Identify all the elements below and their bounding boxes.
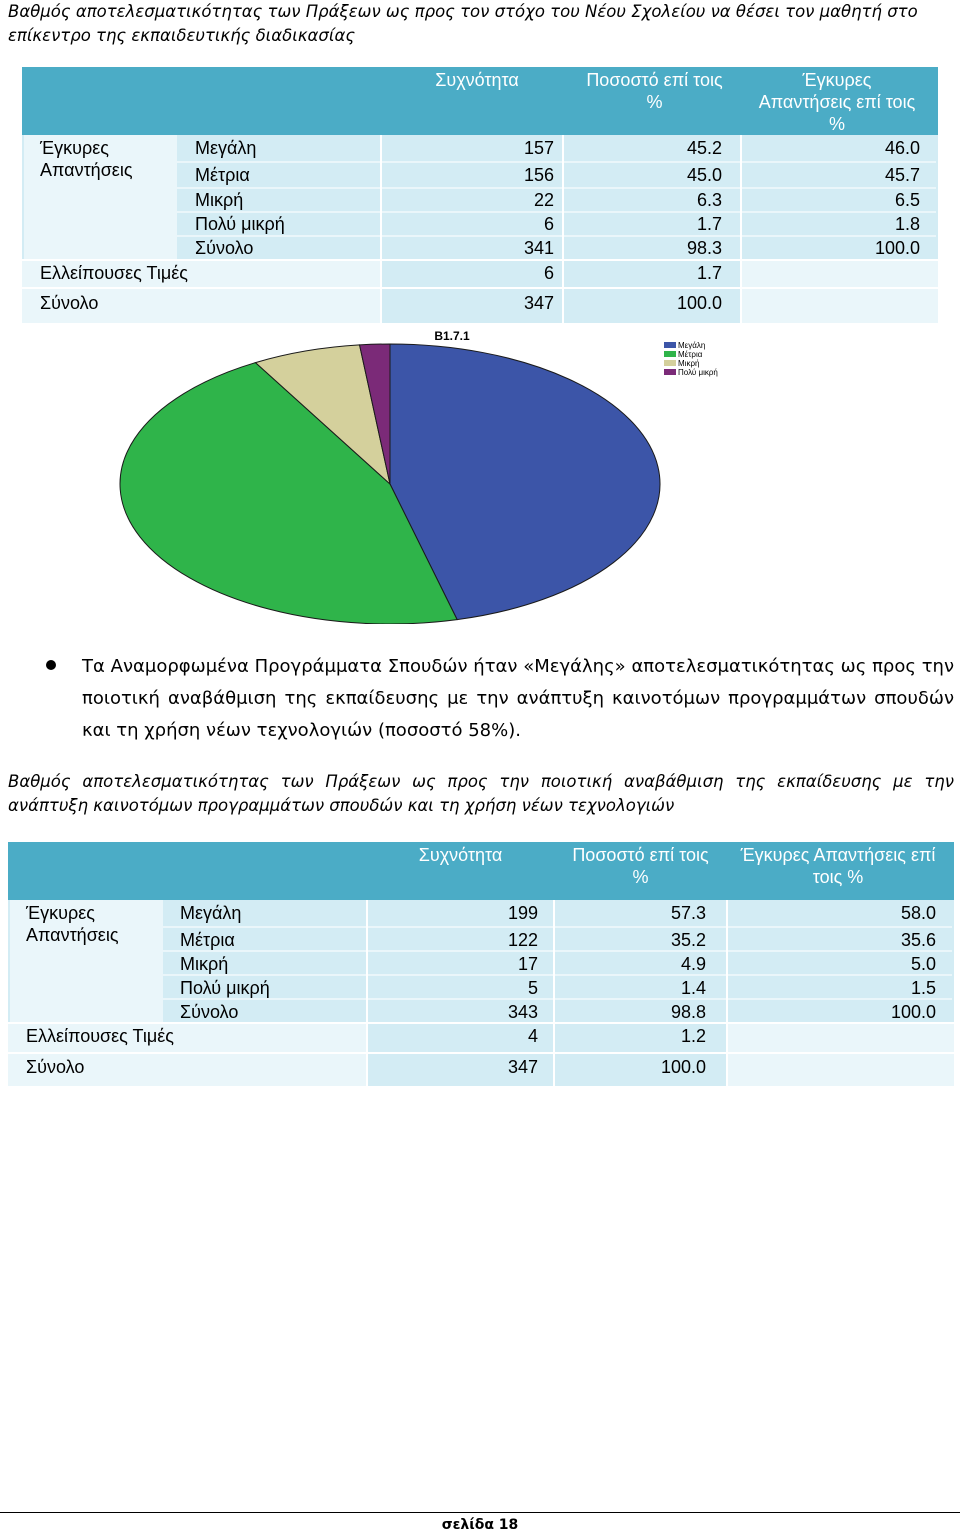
pie-chart: [80, 324, 780, 624]
row-freq-small: 22: [533, 190, 554, 210]
row-label-total: Σύνολο: [40, 293, 99, 313]
group-label: Έγκυρες Απαντήσεις: [40, 138, 133, 180]
row-freq-small: 17: [517, 954, 538, 974]
row-valid-large: 58.0: [900, 903, 936, 923]
row-valid-small: 5.0: [910, 954, 936, 974]
row-valid-very-small: 1.8: [894, 214, 920, 234]
row-label-very-small: Πολύ μικρή: [180, 978, 270, 998]
row-label-large: Μεγάλη: [180, 903, 242, 923]
header-valid-percent: Έγκυρες Απαντήσεις επί τοις %: [758, 70, 916, 134]
row-pct-subtotal: 98.8: [670, 1002, 706, 1022]
row-freq-medium: 122: [507, 930, 538, 950]
legend-swatch-2: [664, 351, 676, 357]
table1-heading: Βαθμός αποτελεσματικότητας των Πράξεων ως προς τον στόχο του Νέου Σχολείου να θέσει τον μαθητή στο επίκεντρο της εκπαιδευτικής διαδικασίας: [8, 2, 918, 45]
row-pct-subtotal: 98.3: [686, 238, 722, 258]
row-freq-missing: 6: [543, 263, 554, 283]
row-pct-missing: 1.7: [696, 263, 722, 283]
row-label-missing: Ελλείπουσες Τιμές: [26, 1026, 174, 1046]
bullet-paragraph: Τα Αναμορφωμένα Προγράμματα Σπουδών ήταν «Μεγάλης» αποτελεσματικότητας ως προς την ποιοτική αναβάθμιση της εκπαίδευσης με την ανάπτυξη καινοτόμων προγραμμάτων σπουδών και τη χρήση νέων τεχνολογιών (ποσοστό 58%).: [82, 656, 954, 741]
row-freq-large: 157: [523, 138, 554, 158]
chart-title: B1.7.1: [434, 329, 470, 343]
row-valid-medium: 45.7: [884, 165, 920, 185]
row-pct-very-small: 1.4: [680, 978, 706, 998]
row-pct-total: 100.0: [660, 1057, 706, 1077]
row-pct-small: 6.3: [696, 190, 722, 210]
legend-label-2: Μέτρια: [678, 350, 703, 359]
legend-label-3: Μικρή: [678, 359, 700, 368]
row-freq-missing: 4: [527, 1026, 538, 1046]
header-percent: Ποσοστό επί τοις %: [572, 845, 709, 887]
row-label-subtotal: Σύνολο: [180, 1002, 239, 1022]
row-valid-small: 6.5: [894, 190, 920, 210]
row-label-small: Μικρή: [195, 190, 244, 210]
row-valid-subtotal: 100.0: [890, 1002, 936, 1022]
row-pct-small: 4.9: [680, 954, 706, 974]
row-freq-very-small: 6: [543, 214, 554, 234]
row-freq-total: 347: [523, 293, 554, 313]
row-label-very-small: Πολύ μικρή: [195, 214, 285, 234]
row-valid-medium: 35.6: [900, 930, 936, 950]
row-pct-medium: 35.2: [670, 930, 706, 950]
legend-label-1: Μεγάλη: [678, 341, 706, 350]
row-pct-large: 45.2: [686, 138, 722, 158]
row-label-total: Σύνολο: [26, 1057, 85, 1077]
row-freq-total: 347: [507, 1057, 538, 1077]
bullet-icon: [46, 660, 56, 670]
row-pct-very-small: 1.7: [696, 214, 722, 234]
footer-divider: [0, 1512, 960, 1513]
header-frequency: Συχνότητα: [435, 70, 519, 90]
row-label-medium: Μέτρια: [180, 930, 235, 950]
row-freq-subtotal: 341: [523, 238, 554, 258]
effectiveness-table-2: [8, 842, 954, 1086]
header-frequency: Συχνότητα: [418, 845, 503, 865]
row-label-subtotal: Σύνολο: [195, 238, 254, 258]
row-valid-subtotal: 100.0: [874, 238, 920, 258]
legend-label-4: Πολύ μικρή: [678, 368, 718, 377]
row-freq-very-small: 5: [527, 978, 538, 998]
row-pct-medium: 45.0: [686, 165, 722, 185]
header-valid-percent: Έγκυρες Απαντήσεις επί τοις %: [740, 845, 936, 887]
row-pct-missing: 1.2: [680, 1026, 706, 1046]
row-pct-large: 57.3: [670, 903, 706, 923]
row-freq-subtotal: 343: [507, 1002, 538, 1022]
row-freq-medium: 156: [523, 165, 554, 185]
legend-swatch-1: [664, 342, 676, 348]
legend-swatch-4: [664, 369, 676, 375]
legend-swatch-3: [664, 360, 676, 366]
effectiveness-table-1: [22, 67, 938, 323]
row-valid-large: 46.0: [884, 138, 920, 158]
row-freq-large: 199: [507, 903, 538, 923]
row-label-large: Μεγάλη: [195, 138, 257, 158]
row-label-small: Μικρή: [180, 954, 229, 974]
row-valid-very-small: 1.5: [910, 978, 936, 998]
table2-heading: Βαθμός αποτελεσματικότητας των Πράξεων ως προς την ποιοτική αναβάθμιση της εκπαίδευσης με την ανάπτυξη καινοτόμων προγραμμάτων σπουδών και τη χρήση νέων τεχνολογιών: [8, 772, 954, 815]
header-percent: Ποσοστό επί τοις %: [586, 70, 723, 112]
row-label-medium: Μέτρια: [195, 165, 250, 185]
page-number: σελίδα 18: [441, 1517, 519, 1533]
row-pct-total: 100.0: [676, 293, 722, 313]
row-label-missing: Ελλείπουσες Τιμές: [40, 263, 188, 283]
group-label: Έγκυρες Απαντήσεις: [26, 903, 119, 945]
